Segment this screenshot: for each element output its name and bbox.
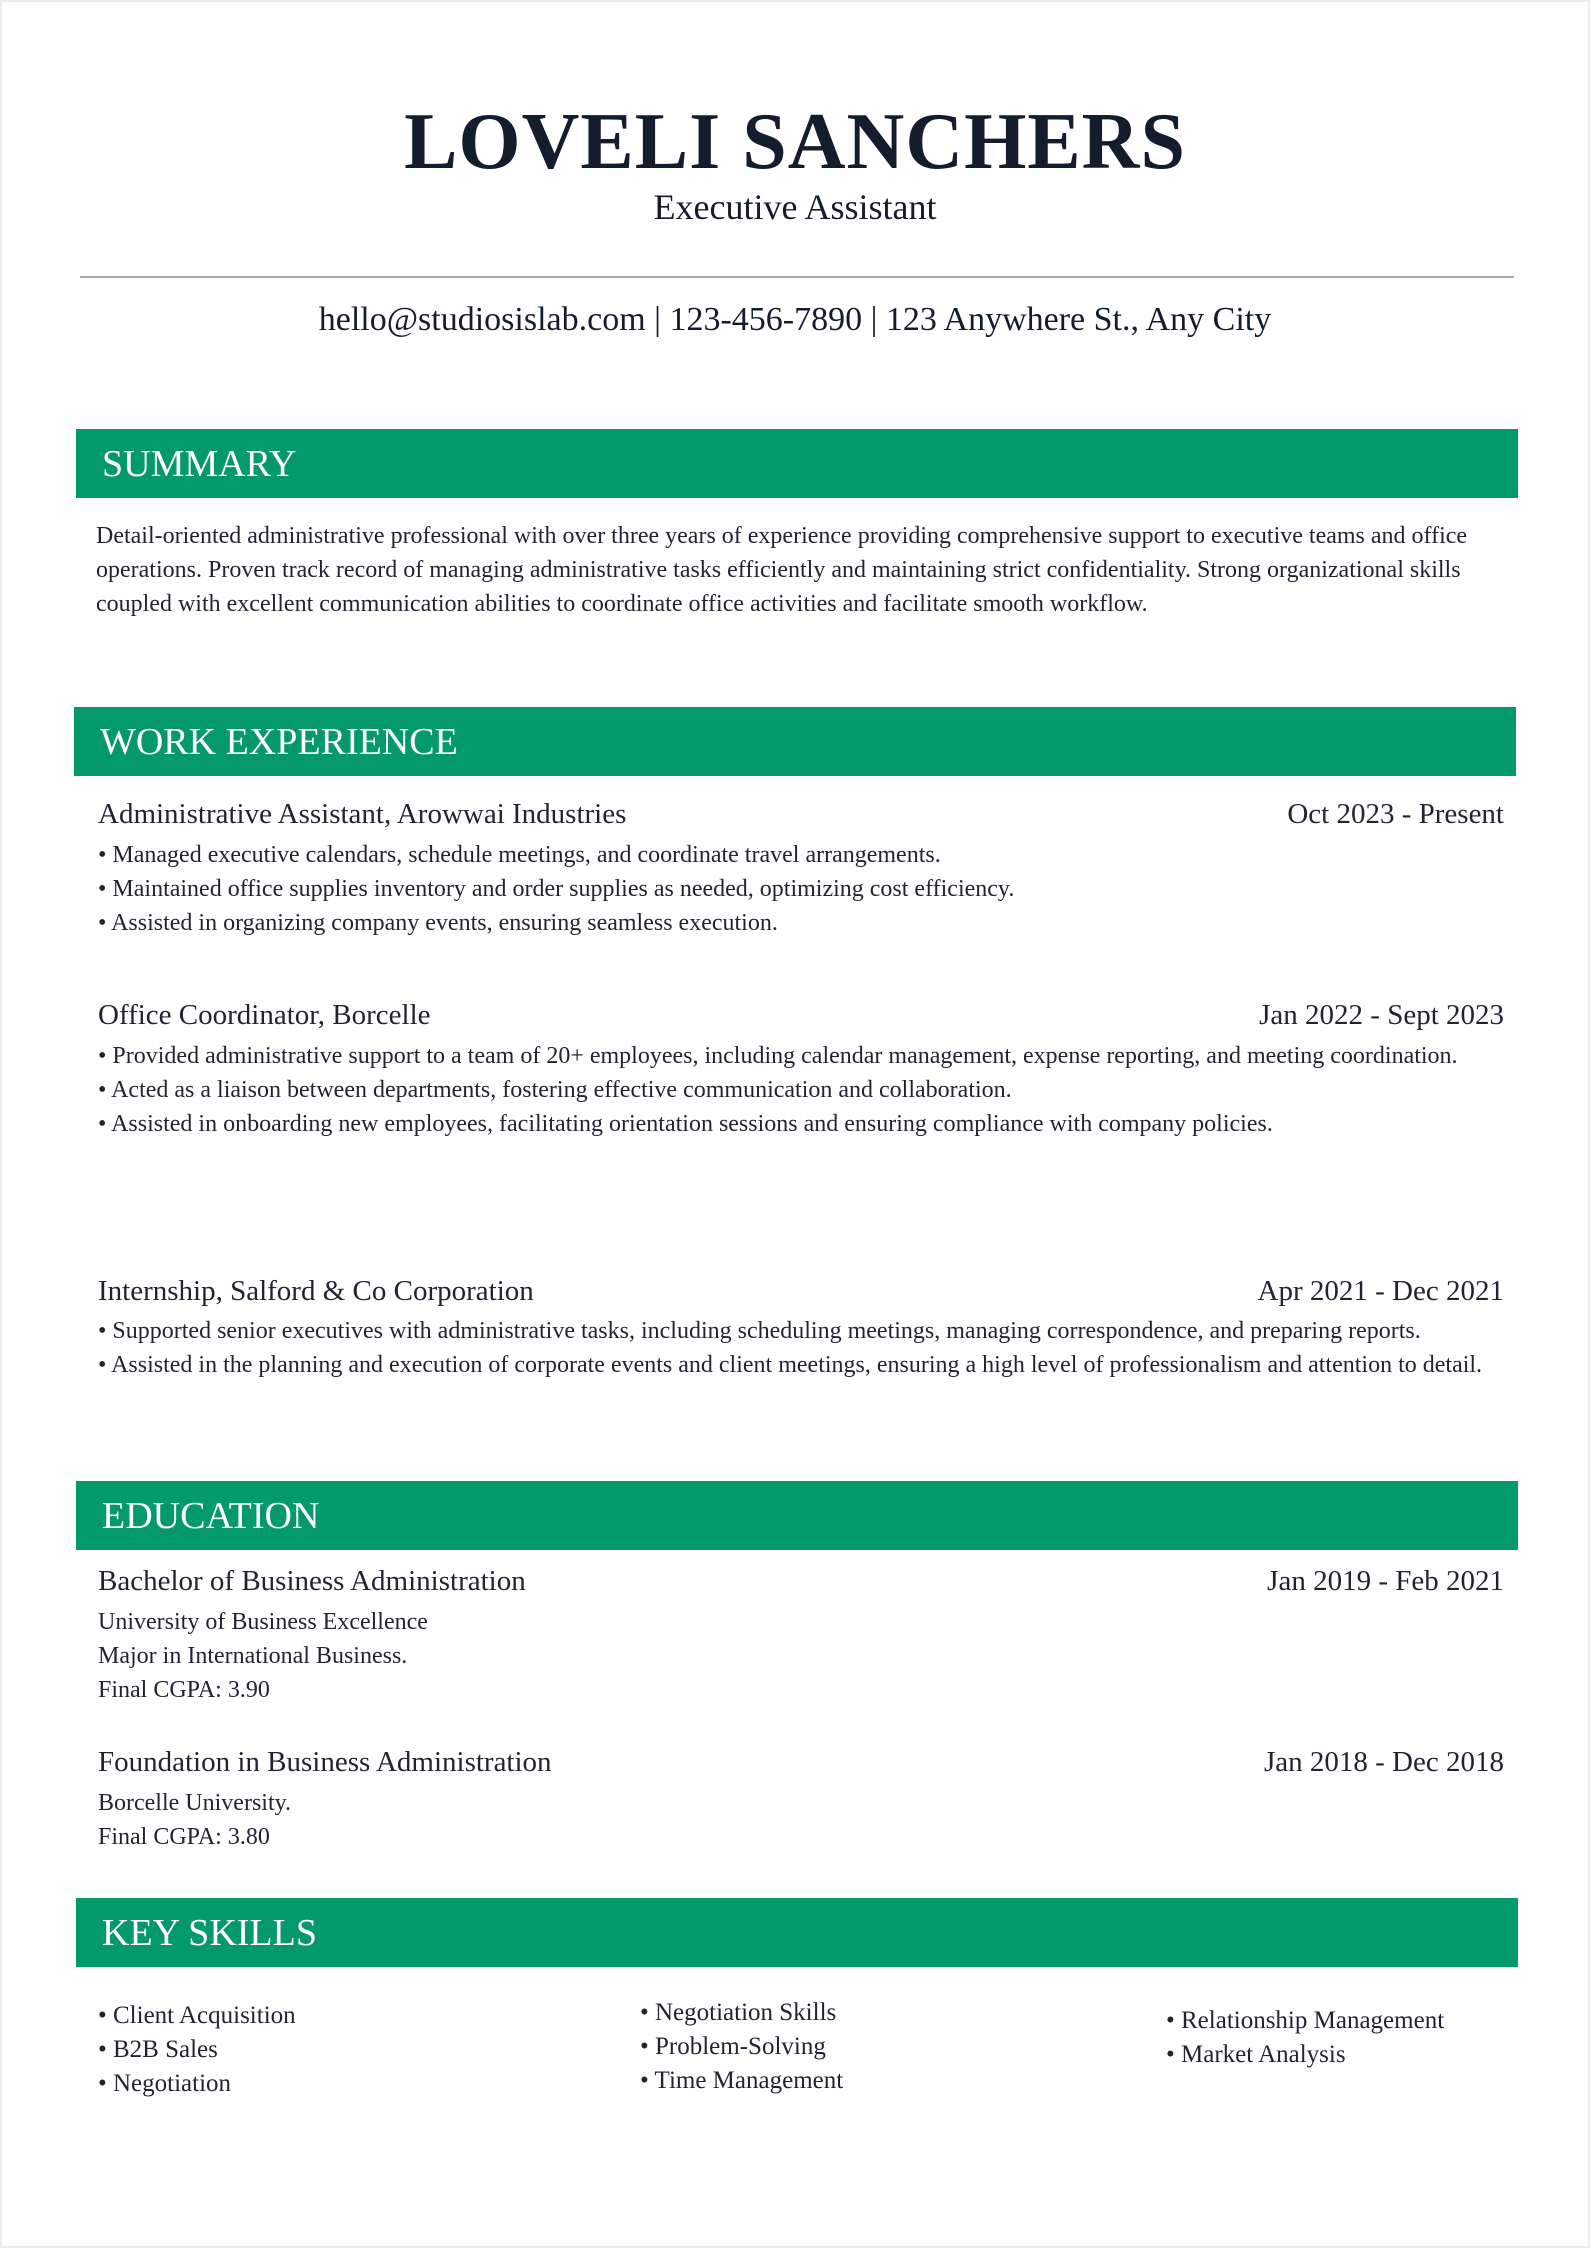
education-line: Borcelle University. <box>98 1790 292 1816</box>
education-heading: EDUCATION <box>102 1495 320 1537</box>
candidate-name: LOVELI SANCHERS <box>404 98 1186 186</box>
job-bullets <box>98 1039 1508 1141</box>
job-bullet: • Assisted in onboarding new employees, facilitating orientation sessions and ensuring compliance with company policies. <box>98 1111 1273 1137</box>
job-dates: Oct 2023 - Present <box>1287 798 1504 830</box>
job-bullet: • Assisted in the planning and execution of corporate events and client meetings, ensuring a high level of professionalism and attention to detail. <box>98 1352 1483 1378</box>
experience-heading: WORK EXPERIENCE <box>100 721 458 763</box>
skill-item: • Negotiation <box>98 2070 232 2097</box>
skills-column <box>640 1996 843 2098</box>
education-details <box>98 1605 1508 1707</box>
job-dates: Jan 2022 - Sept 2023 <box>1259 999 1504 1031</box>
summary-text: Detail-oriented administrative professional with over three years of experience providing comprehensive support to executive teams and office operations. Proven track record of managing administrative tasks efficiently and maintaining strict confidentiality. Strong organizational skills coupled with excellent communication abilities to coordinate office activities and facilitate smooth workflow. <box>96 523 1468 617</box>
job-bullet: • Maintained office supplies inventory and order supplies as needed, optimizing cost efficiency. <box>98 876 1015 902</box>
job-title: Office Coordinator, Borcelle <box>98 999 431 1031</box>
skill-item: • Market Analysis <box>1166 2041 1346 2068</box>
job-bullets <box>98 1314 1508 1382</box>
job-bullets <box>98 838 1508 940</box>
degree-dates: Jan 2019 - Feb 2021 <box>1267 1565 1504 1597</box>
experience-heading-band <box>74 707 1516 776</box>
contact-line: hello@studiosislab.com | 123-456-7890 | 123 Anywhere St., Any City <box>318 301 1272 338</box>
degree-dates: Jan 2018 - Dec 2018 <box>1263 1746 1504 1778</box>
skills-heading-band <box>76 1898 1518 1967</box>
job-bullet: • Provided administrative support to a team of 20+ employees, including calendar management, expense reporting, and meeting coordination. <box>98 1043 1458 1069</box>
skill-item: • Relationship Management <box>1166 2007 1445 2034</box>
candidate-role: Executive Assistant <box>653 187 937 227</box>
education-details <box>98 1786 1508 1854</box>
degree-title: Bachelor of Business Administration <box>98 1565 526 1597</box>
header-divider <box>80 276 1514 278</box>
job-bullet: • Supported senior executives with administrative tasks, including scheduling meetings, managing correspondence, and preparing reports. <box>98 1318 1421 1344</box>
skill-item: • Problem-Solving <box>640 2033 826 2060</box>
job-dates: Apr 2021 - Dec 2021 <box>1257 1275 1504 1307</box>
summary-heading-band <box>76 429 1518 498</box>
job-title: Internship, Salford & Co Corporation <box>98 1275 534 1307</box>
education-line: Major in International Business. <box>98 1643 408 1669</box>
job-bullet: • Managed executive calendars, schedule meetings, and coordinate travel arrangements. <box>98 842 941 868</box>
skill-item: • Client Acquisition <box>98 2002 296 2029</box>
degree-title: Foundation in Business Administration <box>98 1746 552 1778</box>
education-line: Final CGPA: 3.80 <box>98 1824 270 1850</box>
skill-item: • Negotiation Skills <box>640 1999 837 2026</box>
job-bullet: • Acted as a liaison between departments, fostering effective communication and collaboration. <box>98 1077 1012 1103</box>
job-bullet: • Assisted in organizing company events, ensuring seamless execution. <box>98 910 778 936</box>
education-heading-band <box>76 1481 1518 1550</box>
skills-column <box>98 1999 296 2101</box>
skills-heading: KEY SKILLS <box>102 1912 317 1954</box>
skill-item: • Time Management <box>640 2067 844 2094</box>
summary-heading: SUMMARY <box>102 443 297 485</box>
job-title: Administrative Assistant, Arowwai Industries <box>98 798 627 830</box>
education-line: Final CGPA: 3.90 <box>98 1677 270 1703</box>
skills-column <box>1166 2004 1444 2072</box>
education-line: University of Business Excellence <box>98 1609 428 1635</box>
skill-item: • B2B Sales <box>98 2036 218 2063</box>
